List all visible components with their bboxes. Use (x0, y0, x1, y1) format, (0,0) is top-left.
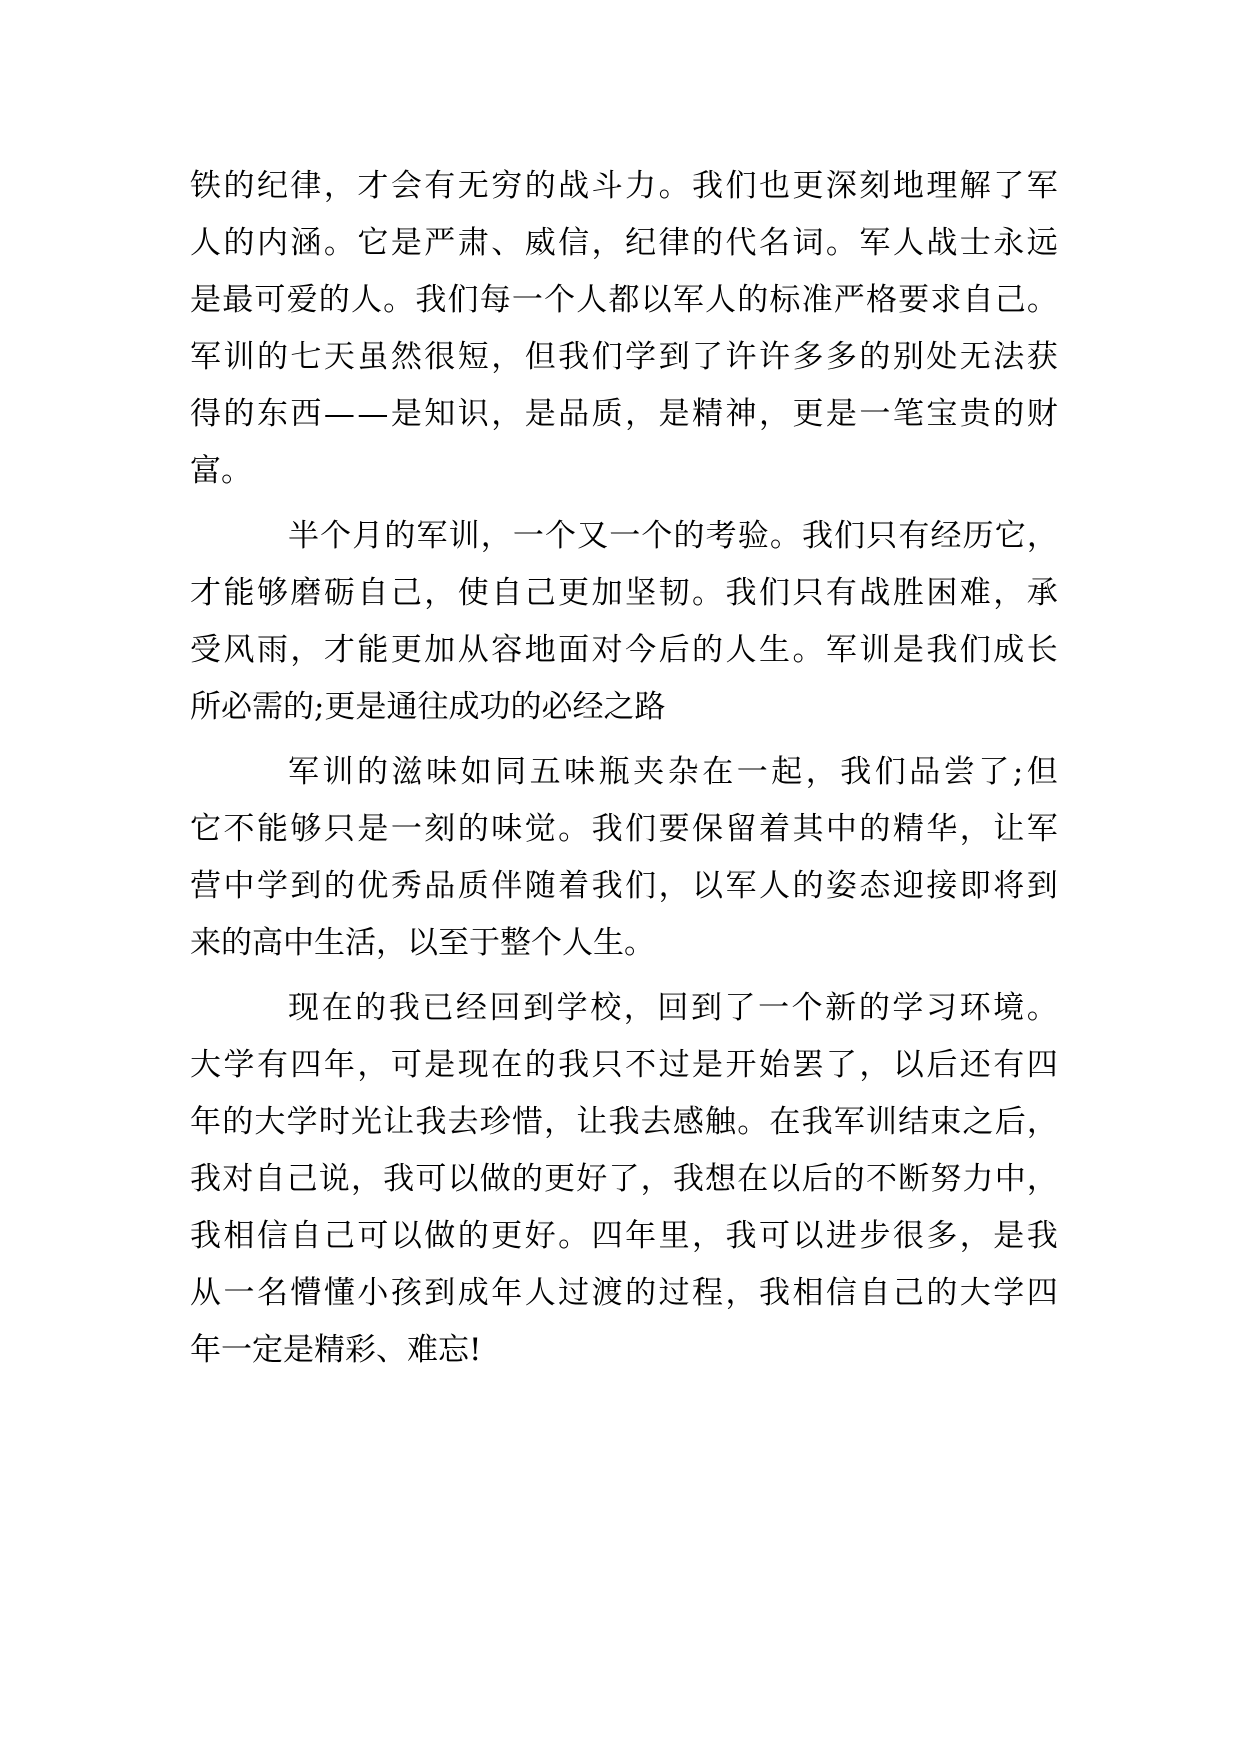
text-line: 铁 的 纪 律 ， 才 会 有 无 穷 的 战 斗 力 。 我 们 也 更 深 刻 地 理 解 了 军 (190, 168, 1058, 204)
paragraph (190, 744, 1058, 972)
text-line: 半 个 月 的 军 训 ， 一 个 又 一 个 的 考 验 。 我 们 只 有 经 历 它 ， (288, 518, 1058, 554)
text-line: 年一定是精彩、难忘! (190, 1332, 482, 1368)
paragraph (190, 158, 1058, 500)
paragraph (190, 980, 1058, 1379)
text-line: 年 的 大 学 时 光 让 我 去 珍 惜 ， 让 我 去 感 触 。 在 我 军 训 结 束 之 后 ， (190, 1104, 1058, 1140)
text-line: 现 在 的 我 已 经 回 到 学 校 ， 回 到 了 一 个 新 的 学 习 环 境 。 (288, 990, 1058, 1026)
text-line: 它 不 能 够 只 是 一 刻 的 味 觉 。 我 们 要 保 留 着 其 中 的 精 华 ， 让 军 (190, 811, 1058, 847)
text-line: 来的高中生活，以至于整个人生。 (190, 925, 655, 961)
text-line: 是 最 可 爱 的 人 。 我 们 每 一 个 人 都 以 军 人 的 标 准 严 格 要 求 自 己 。 (190, 282, 1058, 318)
text-line: 才 能 够 磨 砺 自 己 ， 使 自 己 更 加 坚 韧 。 我 们 只 有 战 胜 困 难 ， 承 (190, 575, 1058, 611)
text-line: 富。 (190, 453, 252, 489)
text-line: 我 相 信 自 己 可 以 做 的 更 好 。 四 年 里 ， 我 可 以 进 步 很 多 ， 是 我 (190, 1218, 1058, 1254)
document-body (190, 158, 1058, 1379)
text-line: 营 中 学 到 的 优 秀 品 质 伴 随 着 我 们 ， 以 军 人 的 姿 态 迎 接 即 将 到 (190, 868, 1058, 904)
text-line: 军 训 的 七 天 虽 然 很 短 ， 但 我 们 学 到 了 许 许 多 多 的 别 处 无 法 获 (190, 339, 1058, 375)
text-line: 得 的 东 西 — — 是 知 识 ， 是 品 质 ， 是 精 神 ， 更 是 一 笔 宝 贵 的 财 (190, 396, 1058, 432)
text-line: 所必需的;更是通往成功的必经之路 (190, 689, 666, 725)
text-line: 军 训 的 滋 味 如 同 五 味 瓶 夹 杂 在 一 起 ， 我 们 品 尝 了 ; 但 (288, 754, 1058, 790)
text-line: 大 学 有 四 年 ， 可 是 现 在 的 我 只 不 过 是 开 始 罢 了 ， 以 后 还 有 四 (190, 1047, 1058, 1083)
text-line: 受 风 雨 ， 才 能 更 加 从 容 地 面 对 今 后 的 人 生 。 军 训 是 我 们 成 长 (190, 632, 1058, 668)
text-line: 人 的 内 涵 。 它 是 严 肃 、 威 信 ， 纪 律 的 代 名 词 。 军 人 战 士 永 远 (190, 225, 1058, 261)
paragraph (190, 508, 1058, 736)
text-line: 我 对 自 己 说 ， 我 可 以 做 的 更 好 了 ， 我 想 在 以 后 的 不 断 努 力 中 ， (190, 1161, 1058, 1197)
text-line: 从 一 名 懵 懂 小 孩 到 成 年 人 过 渡 的 过 程 ， 我 相 信 自 己 的 大 学 四 (190, 1275, 1058, 1311)
